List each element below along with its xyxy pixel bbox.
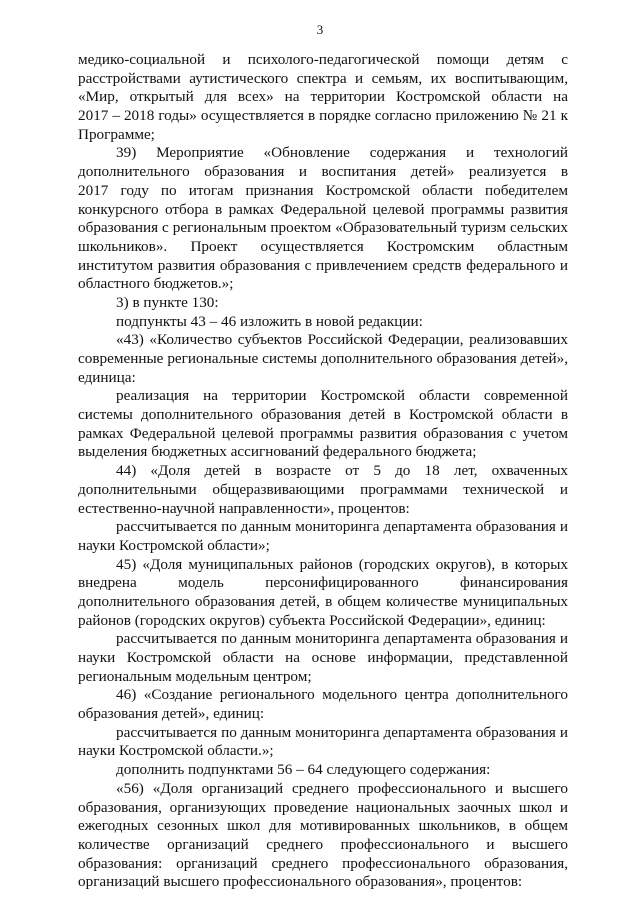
document-text-body	[78, 51, 568, 892]
page-number: 3	[316, 22, 324, 37]
text-line: системы дополнительного образования детей в Костромской области в	[78, 406, 568, 424]
text-line: внедрена модель персонифицированного финансирования	[78, 574, 568, 592]
text-line: рассчитывается по данным мониторинга департамента образования и	[116, 518, 568, 536]
text-line: районов (городских округов) субъекта Российской Федерации», единиц:	[78, 611, 546, 629]
text-line: выделения бюджетных ассигнований федерального бюджета;	[78, 443, 477, 461]
text-line: «Мир, открытый для всех» на территории Костромской области на	[78, 88, 568, 106]
text-line: дополнительного образования детей, в общем количестве муниципальных	[78, 592, 568, 610]
text-line: естественно-научной направленности», процентов:	[78, 499, 410, 517]
text-line: 39) Мероприятие «Обновление содержания и технологий	[116, 144, 568, 162]
text-line: количестве организаций среднего профессионального и высшего	[78, 835, 568, 853]
text-line: рассчитывается по данным мониторинга департамента образования и	[116, 630, 568, 648]
text-line: медико-социальной и психолого-педагогической помощи детям с	[78, 51, 568, 68]
text-line: 3) в пункте 130:	[116, 293, 219, 311]
text-line: 45) «Доля муниципальных районов (городских округов), в которых	[116, 555, 568, 573]
text-line: 2017 году по итогам признания Костромской области победителем	[78, 181, 568, 199]
text-line: 46) «Создание регионального модельного центра дополнительного	[116, 686, 568, 704]
text-line: региональным модельным центром;	[78, 667, 312, 685]
text-line: конкурсного отбора в рамках Федеральной целевой программы развития	[78, 200, 568, 218]
text-line: науки Костромской области.»;	[78, 742, 274, 760]
text-line: дополнительными общеразвивающими программами технической и	[78, 480, 568, 498]
text-line: современные региональные системы дополнительного образования детей»,	[78, 350, 568, 367]
text-line: «43) «Количество субъектов Российской Федерации, реализовавших	[116, 331, 568, 349]
text-line: образования: организаций среднего профессионального образования,	[78, 854, 568, 872]
text-line: образования с региональным проектом «Образовательный туризм сельских	[78, 219, 568, 237]
text-line: подпункты 43 – 46 изложить в новой редакции:	[116, 312, 423, 330]
text-line: школьников». Проект осуществляется Костромским областным	[78, 237, 568, 255]
text-line: дополнить подпунктами 56 – 64 следующего содержания:	[116, 761, 491, 779]
text-line: образования детей», единиц:	[78, 705, 265, 723]
text-line: рассчитывается по данным мониторинга департамента образования и	[116, 723, 568, 741]
text-line: рамках Федеральной целевой программы развития образования с учетом	[78, 424, 568, 442]
text-line: науки Костромской области»;	[78, 536, 270, 554]
text-line: организаций высшего профессионального образования», процентов:	[78, 873, 523, 891]
text-line: 44) «Доля детей в возрасте от 5 до 18 лет, охваченных	[116, 462, 568, 480]
text-line: институтом развития образования с привлечением средств федерального и	[78, 256, 568, 274]
text-line: реализация на территории Костромской области современной	[116, 387, 568, 405]
text-line: дополнительного образования и воспитания детей» реализуется в	[78, 163, 568, 181]
text-line: науки Костромской области на основе информации, представленной	[78, 649, 568, 666]
text-line: 2017 – 2018 годы» осуществляется в порядке согласно приложению № 21 к	[78, 107, 568, 125]
text-line: расстройствами аутистического спектра и семьям, их воспитывающим,	[78, 69, 568, 87]
text-line: единица:	[78, 368, 136, 386]
text-line: Программе;	[78, 125, 155, 143]
text-line: «56) «Доля организаций среднего профессионального и высшего	[116, 779, 568, 797]
text-line: областного бюджетов.»;	[78, 275, 234, 293]
text-line: образования, организующих проведение национальных заочных школ и	[78, 798, 568, 816]
text-line: ежегодных сезонных школ для мотивированных школьников, в общем	[78, 817, 568, 835]
